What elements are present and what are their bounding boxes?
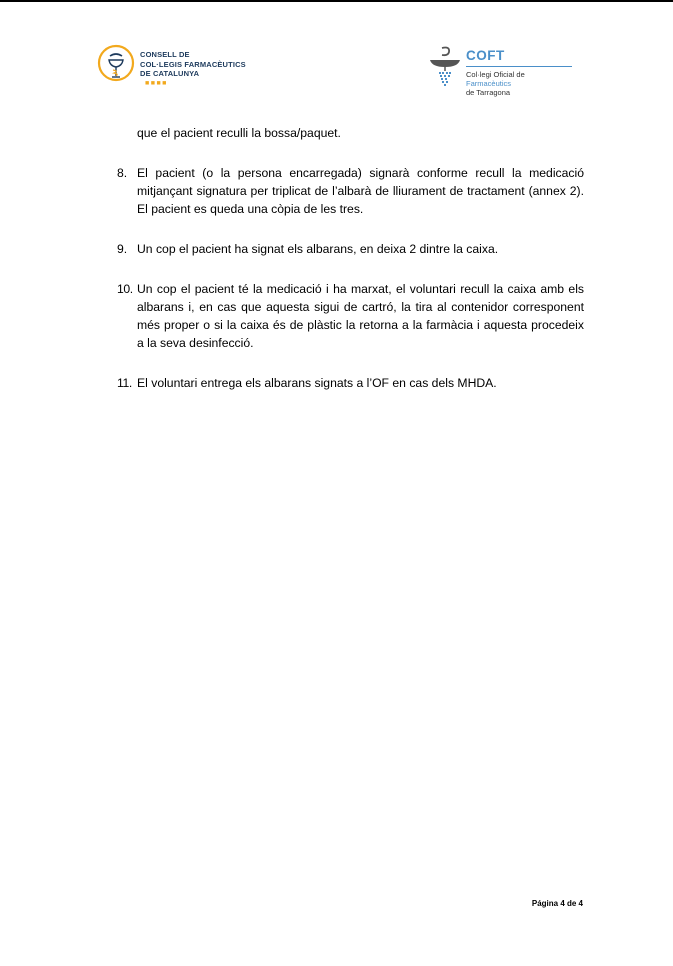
caduceus-icon — [97, 43, 135, 83]
consell-logo-line1: CONSELL DE — [140, 50, 190, 59]
coft-logo-divider — [466, 66, 572, 67]
consell-logo-line2: COL·LEGIS FARMACÈUTICS — [140, 59, 246, 69]
list-item-text: El voluntari entrega els albarans signats a l’OF en cas dels MHDA. — [137, 376, 497, 390]
list-item-number: 8. — [117, 166, 128, 180]
document-body — [117, 124, 584, 414]
coft-logo-sub2b: de Tarragona — [466, 88, 511, 97]
coft-logo — [428, 43, 588, 97]
top-border — [0, 0, 673, 2]
bowl-snake-icon — [428, 45, 462, 89]
coft-logo-name: COFT — [466, 48, 505, 63]
coft-logo-sub1: Col·legi Oficial de — [466, 70, 525, 79]
list-item-number: 10. — [117, 282, 133, 296]
list-item-text: El pacient (o la persona encarregada) signarà conforme recull la medicació mitjançant signatura per triplicat de l’albarà de lliurament de tractament (annex 2). El pacient es queda una còpia de les tres. — [137, 166, 584, 216]
list-item — [117, 240, 584, 258]
page-number: Página 4 de 4 — [531, 899, 583, 908]
list-item-text: Un cop el pacient té la medicació i ha marxat, el voluntari recull la caixa amb els albarans i, en cas que aquesta sigui de cartró, la tira al contenidor corresponent més proper o si la caixa és de plàstic la retorna a la farmàcia i aquesta procedeix a la seva desinfecció. — [137, 282, 584, 350]
list-item-number: 9. — [117, 242, 128, 256]
list-item — [117, 164, 584, 218]
decorative-squares-icon: ■■■■ — [145, 79, 168, 87]
list-item-text: Un cop el pacient ha signat els albarans, en deixa 2 dintre la caixa. — [137, 242, 499, 256]
list-item-number: 11. — [117, 376, 132, 390]
consell-logo-line3: DE CATALUNYA — [140, 69, 200, 78]
continuation-text: que el pacient reculli la bossa/paquet. — [137, 126, 341, 140]
consell-logo — [97, 43, 267, 85]
coft-logo-sub2a: Farmacèutics — [466, 79, 512, 88]
list-item — [117, 374, 584, 392]
list-item — [117, 280, 584, 352]
